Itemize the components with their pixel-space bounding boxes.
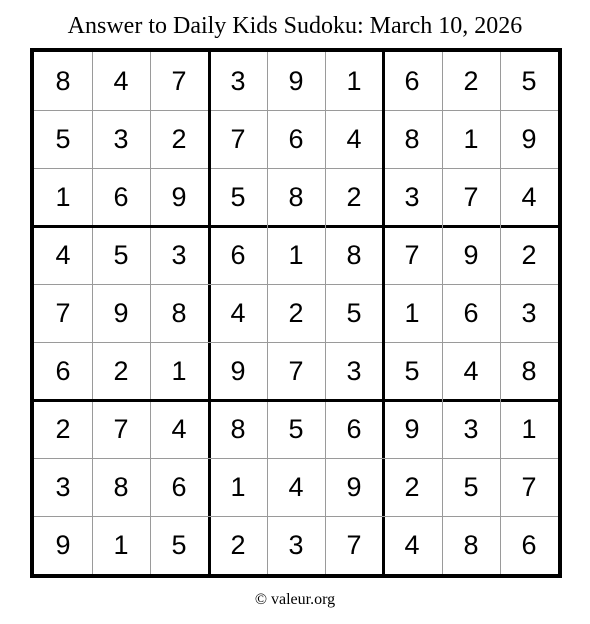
- sudoku-cell: 1: [55, 181, 71, 212]
- sudoku-cell: 1: [521, 413, 537, 444]
- sudoku-cell: 1: [404, 297, 420, 328]
- sudoku-cell: 6: [346, 413, 362, 444]
- sudoku-cell: 3: [463, 413, 479, 444]
- sudoku-cell: 8: [521, 355, 537, 386]
- sudoku-cell: 5: [230, 181, 246, 212]
- sudoku-cell: 8: [463, 529, 479, 560]
- sudoku-cell: 4: [55, 239, 71, 270]
- sudoku-cell: 5: [521, 65, 537, 96]
- sudoku-cell: 9: [346, 471, 362, 502]
- sudoku-cell: 5: [346, 297, 362, 328]
- sudoku-cell: 5: [288, 413, 304, 444]
- sudoku-cell: 7: [521, 471, 537, 502]
- sudoku-cell: 7: [113, 413, 129, 444]
- sudoku-board: [30, 48, 562, 578]
- sudoku-cell: 2: [521, 239, 537, 270]
- sudoku-cell: 8: [55, 65, 71, 96]
- sudoku-cell: 8: [404, 123, 420, 154]
- sudoku-cell: 5: [171, 529, 187, 560]
- sudoku-cell: 9: [521, 123, 537, 154]
- sudoku-cell: 3: [55, 471, 71, 502]
- sudoku-cell: 6: [171, 471, 187, 502]
- sudoku-cell: 2: [113, 355, 129, 386]
- sudoku-cell: 4: [521, 181, 537, 212]
- sudoku-cell: 2: [55, 413, 71, 444]
- sudoku-cell: 7: [171, 65, 187, 96]
- sudoku-cell: 7: [346, 529, 362, 560]
- sudoku-cell: 4: [171, 413, 187, 444]
- sudoku-cell: 6: [521, 529, 537, 560]
- sudoku-cell: 8: [230, 413, 246, 444]
- sudoku-cell: 9: [404, 413, 420, 444]
- sudoku-cell: 7: [288, 355, 304, 386]
- sudoku-cell: 1: [288, 239, 304, 270]
- sudoku-cell: 9: [113, 297, 129, 328]
- sudoku-cell: 9: [230, 355, 246, 386]
- sudoku-cell: 5: [404, 355, 420, 386]
- sudoku-cell: 4: [113, 65, 129, 96]
- sudoku-cell: 8: [171, 297, 187, 328]
- sudoku-cell: 7: [55, 297, 71, 328]
- sudoku-cell: 2: [230, 529, 246, 560]
- sudoku-cell: 9: [171, 181, 187, 212]
- sudoku-cell: 2: [288, 297, 304, 328]
- sudoku-cell: 3: [230, 65, 246, 96]
- sudoku-cell: 3: [288, 529, 304, 560]
- sudoku-cell: 8: [288, 181, 304, 212]
- sudoku-cell: 9: [463, 239, 479, 270]
- sudoku-cell: 6: [463, 297, 479, 328]
- sudoku-cell: 5: [55, 123, 71, 154]
- sudoku-cell: 9: [288, 65, 304, 96]
- sudoku-cell: 6: [230, 239, 246, 270]
- sudoku-cell: 6: [404, 65, 420, 96]
- sudoku-cell: 1: [113, 529, 129, 560]
- sudoku-cell: 4: [404, 529, 420, 560]
- copyright-footer: © valeur.org: [254, 591, 336, 608]
- sudoku-cell: 4: [288, 471, 304, 502]
- sudoku-cell: 8: [113, 471, 129, 502]
- sudoku-cell: 3: [521, 297, 537, 328]
- sudoku-cell: 2: [404, 471, 420, 502]
- sudoku-cell: 1: [230, 471, 246, 502]
- sudoku-cell: 6: [55, 355, 71, 386]
- sudoku-cell: 3: [113, 123, 129, 154]
- sudoku-cell: 2: [171, 123, 187, 154]
- sudoku-cell: 4: [230, 297, 246, 328]
- sudoku-cell: 8: [346, 239, 362, 270]
- sudoku-cell: 4: [463, 355, 479, 386]
- sudoku-cell: 7: [463, 181, 479, 212]
- sudoku-cell: 3: [171, 239, 187, 270]
- sudoku-cell: 1: [346, 65, 362, 96]
- sudoku-cell: 7: [404, 239, 420, 270]
- sudoku-cell: 2: [463, 65, 479, 96]
- page-title: Answer to Daily Kids Sudoku: March 10, 2026: [67, 13, 523, 39]
- sudoku-cell: 9: [55, 529, 71, 560]
- sudoku-cell: 7: [230, 123, 246, 154]
- sudoku-cell: 3: [346, 355, 362, 386]
- sudoku-cell: 6: [113, 181, 129, 212]
- sudoku-cell: 4: [346, 123, 362, 154]
- sudoku-cell: 1: [171, 355, 187, 386]
- sudoku-cell: 5: [463, 471, 479, 502]
- sudoku-cell: 1: [463, 123, 479, 154]
- sudoku-cell: 6: [288, 123, 304, 154]
- sudoku-cell: 5: [113, 239, 129, 270]
- sudoku-cell: 2: [346, 181, 362, 212]
- sudoku-cell: 3: [404, 181, 420, 212]
